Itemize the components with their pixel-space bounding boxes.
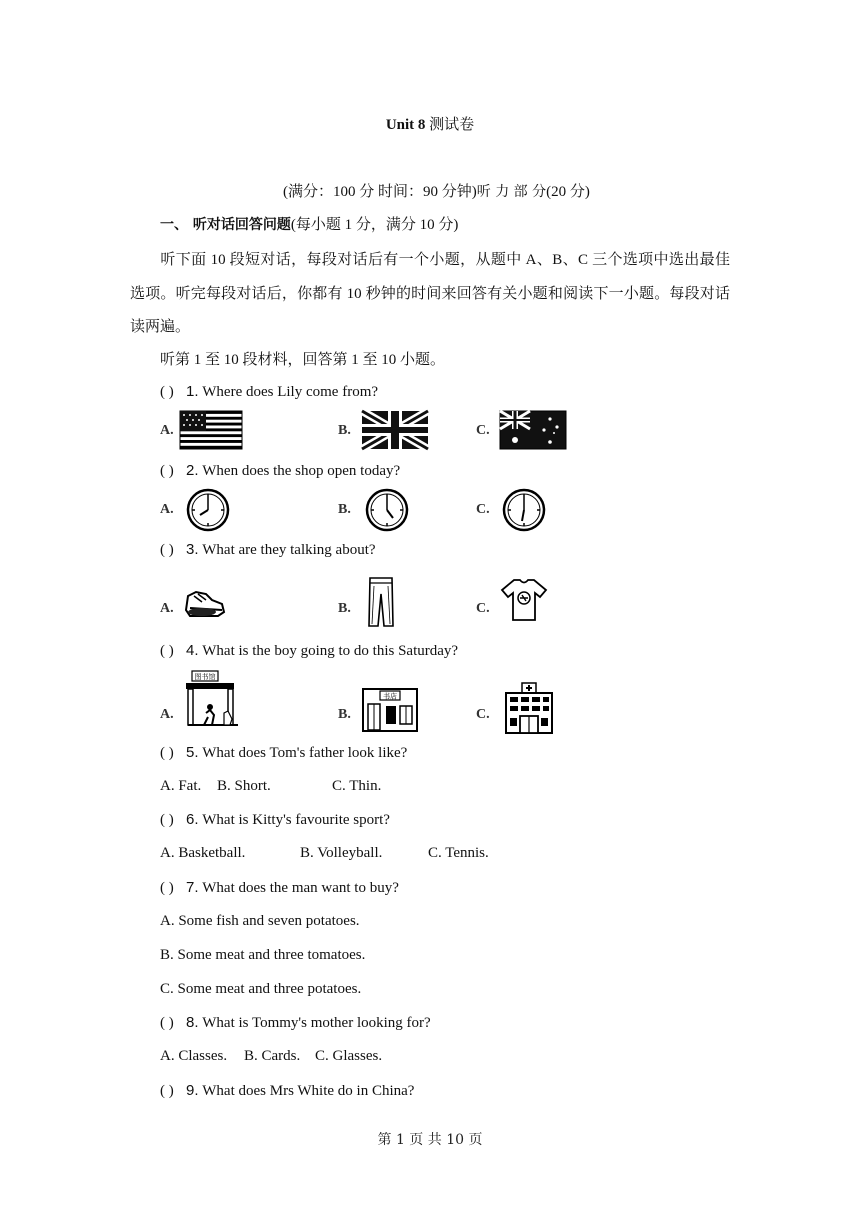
uk-flag-icon xyxy=(362,411,428,449)
question-text: Where does Lily come from? xyxy=(202,384,379,400)
library-sign-text: 图书馆 xyxy=(194,673,216,681)
option-b: B. Short. xyxy=(217,778,271,794)
bookstore-icon xyxy=(362,688,418,732)
option-label: C. xyxy=(476,601,490,616)
question-number: 6. xyxy=(186,811,199,828)
listening-part-label: 听 力 部 分 xyxy=(476,184,547,200)
option-label: B. xyxy=(338,423,351,438)
section-note: (每小题 1 分，满分 10 分) xyxy=(290,217,459,233)
tshirt-icon xyxy=(500,578,548,622)
option-label: A. xyxy=(160,707,174,722)
question-number: 4. xyxy=(186,642,199,659)
question-number: 3. xyxy=(186,541,199,558)
question-4 xyxy=(160,642,458,660)
option-label: B. xyxy=(338,502,351,517)
question-9 xyxy=(160,1082,414,1100)
title-suffix: 测试卷 xyxy=(429,117,475,133)
question-text: What does Tom's father look like? xyxy=(202,745,408,761)
option-label: B. xyxy=(338,601,351,616)
option-a: A. Some fish and seven potatoes. xyxy=(160,913,360,929)
question-5 xyxy=(160,744,407,762)
question-2 xyxy=(160,462,400,480)
question-8 xyxy=(160,1014,431,1032)
bookstore-sign-text: 书店 xyxy=(383,692,397,701)
question-number: 2. xyxy=(186,462,199,479)
usa-flag-icon xyxy=(180,411,242,449)
listening-part-score: (20 分) xyxy=(546,184,590,200)
question-text: What is Tommy's mother looking for? xyxy=(202,1015,431,1031)
question-text: When does the shop open today? xyxy=(202,463,401,479)
clock-icon xyxy=(186,488,230,532)
section-heading xyxy=(160,213,458,234)
option-label: C. xyxy=(476,423,490,438)
question-text: What is Kitty's favourite sport? xyxy=(202,812,390,828)
question-text: What is the boy going to do this Saturday? xyxy=(202,643,459,659)
option-c: C. Tennis. xyxy=(428,845,489,861)
answer-blank[interactable]: ( ) xyxy=(160,542,174,558)
question-number: 1. xyxy=(186,383,199,400)
question-text: What are they talking about? xyxy=(202,542,376,558)
question-text: What does the man want to buy? xyxy=(202,880,399,896)
question-text: What does Mrs White do in China? xyxy=(202,1083,415,1099)
option-c: C. Thin. xyxy=(332,778,382,794)
clock-icon xyxy=(365,488,409,532)
question-3 xyxy=(160,541,376,559)
option-c: C. Glasses. xyxy=(315,1048,383,1064)
option-label: C. xyxy=(476,502,490,517)
answer-blank[interactable]: ( ) xyxy=(160,643,174,659)
shoe-icon xyxy=(182,588,226,620)
score-time: (满分：100 分 时间：90 分钟) xyxy=(283,184,477,200)
australia-flag-icon xyxy=(500,411,566,449)
page-title xyxy=(0,113,860,134)
section-title: 一、 听对话回答问题 xyxy=(160,217,291,233)
answer-blank[interactable]: ( ) xyxy=(160,1015,174,1031)
option-a: A. Fat. xyxy=(160,778,202,794)
instructions-text: 听下面 10 段短对话，每段对话后有一个小题，从题中 A、B、C 三个选项中选出最佳选项。听完每段对话后，你都有 10 秒钟的时间来回答有关小题和阅读下一小题。每段对话读两遍。 xyxy=(130,252,730,335)
instructions xyxy=(130,244,730,345)
range-note: 听第 1 至 10 段材料，回答第 1 至 10 小题。 xyxy=(160,352,446,368)
answer-blank[interactable]: ( ) xyxy=(160,384,174,400)
question-number: 5. xyxy=(186,744,199,761)
answer-blank[interactable]: ( ) xyxy=(160,463,174,479)
option-label: A. xyxy=(160,423,174,438)
question-number: 7. xyxy=(186,879,199,896)
option-label: A. xyxy=(160,601,174,616)
library-icon xyxy=(184,669,240,731)
question-6 xyxy=(160,811,390,829)
answer-blank[interactable]: ( ) xyxy=(160,1083,174,1099)
option-a: A. Classes. xyxy=(160,1048,228,1064)
question-number: 8. xyxy=(186,1014,199,1031)
option-label: A. xyxy=(160,502,174,517)
answer-blank[interactable]: ( ) xyxy=(160,745,174,761)
option-a: A. Basketball. xyxy=(160,845,246,861)
option-b: B. Volleyball. xyxy=(300,845,383,861)
option-label: B. xyxy=(338,707,351,722)
option-b: B. Some meat and three tomatoes. xyxy=(160,947,366,963)
option-c: C. Some meat and three potatoes. xyxy=(160,981,362,997)
question-1 xyxy=(160,383,378,401)
hospital-icon xyxy=(502,682,556,734)
question-7 xyxy=(160,879,399,897)
option-label: C. xyxy=(476,707,490,722)
answer-blank[interactable]: ( ) xyxy=(160,812,174,828)
option-b: B. Cards. xyxy=(244,1048,301,1064)
question-number: 9. xyxy=(186,1082,199,1099)
score-line xyxy=(283,180,590,201)
answer-blank[interactable]: ( ) xyxy=(160,880,174,896)
page-number: 第 1 页 共 10 页 xyxy=(377,1132,483,1148)
title-unit: Unit 8 xyxy=(385,117,426,133)
clock-icon xyxy=(502,488,546,532)
trousers-icon xyxy=(366,576,396,628)
